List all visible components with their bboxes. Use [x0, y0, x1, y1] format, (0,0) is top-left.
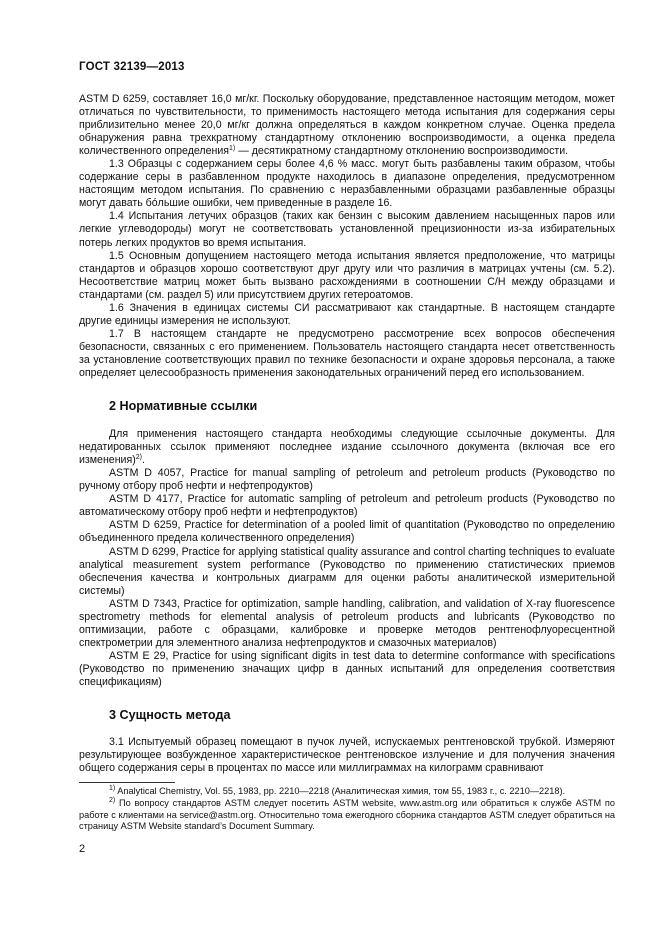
- document-body: [79, 93, 615, 775]
- document-header: ГОСТ 32139—2013: [79, 61, 185, 73]
- page-number: 2: [79, 843, 86, 855]
- footnote-1: [79, 786, 615, 798]
- footnote-ref[interactable]: 1): [229, 145, 236, 153]
- paragraph-1-2-continued: [79, 93, 615, 158]
- normative-references-intro: Для применения настоящего стандарта необходимы следующие ссылочные документы. Для недатированных ссылок применяют последнее издание ссылочного документа (включая все его изменения)$^{2)}$.: [79, 428, 615, 467]
- footnote-ref[interactable]: 2): [135, 454, 142, 462]
- reference-astm-d6299: ASTM D 6299, Practice for applying statistical quality assurance and control charting techniques to evaluate analytical measurement system performance (Руководство по применению статистических приемов обеспечения качества и контрольных диаграмм для оценки работы аналитической измерительной системы): [79, 545, 615, 597]
- footnotes: [79, 786, 615, 833]
- reference-astm-d4177: ASTM D 4177, Practice for automatic sampling of petroleum and petroleum products (Руководство по автоматическому отбору проб нефти и нефтепродуктов): [79, 493, 615, 519]
- paragraph-text: — десятикратному стандартному отклонению воспроизводимости.: [238, 145, 569, 158]
- footnote-text: Analytical Chemistry, Vol. 55, 1983, pp. 2210—2218 (Аналитическая химия, том 55, 1983 г., с. 2210—2218).: [117, 786, 566, 796]
- section-heading-method-essence: 3 Сущность метода: [109, 708, 231, 723]
- paragraph-1-5: 1.5 Основным допущением настоящего метода испытания является предположение, что матрицы стандартов и образцов хорошо соответствуют друг другу или что различия в матрицах учтены (см. 5.2). Несоответствие матриц может быть вызвано расхождениями в соотношении С/Н между образцами и стандартами (см. раздел 5) или присутствием других гетероатомов.: [79, 249, 615, 301]
- footnote-text: По вопросу стандартов ASTM следует посетить ASTM website, www.astm.org или обратиться к службе ASTM по работе с клиентами на service@astm.org. Относительно тома ежегодного сборника стандартов ASTM следует обратиться на страницу ASTM Website standard’s Document Summary.: [79, 797, 616, 832]
- footnote-divider: [79, 782, 175, 783]
- paragraph-1-6: 1.6 Значения в единицах системы СИ рассматривают как стандартные. В настоящем стандарте другие единицы измерения не используют.: [79, 301, 615, 327]
- reference-astm-d7343: ASTM D 7343, Practice for optimization, sample handling, calibration, and validation of X-ray fluorescence spectrometry methods for elemental analysis of petroleum products and lubricants (Руководство по оптимизации, работе с образцами, калибровке и проверке методов рентгенофлуоресцентной спектрометрии для элементного анализа нефтепродуктов и смазочных материалов): [79, 597, 615, 649]
- footnote-2: [79, 798, 615, 833]
- paragraph-1-4: 1.4 Испытания летучих образцов (таких как бензин с высоким давлением насыщенных паров или легкие углеводороды) могут не соответствовать установленной прецизионности из-за избирательных потерь легких продуктов во время испытания.: [79, 210, 615, 249]
- footnote-mark: 2): [109, 796, 116, 804]
- reference-astm-d6259: ASTM D 6259, Practice for determination of a pooled limit of quantitation (Руководство по определению объединенного предела количественного определения): [79, 519, 615, 545]
- footnote-mark: 1): [109, 785, 116, 792]
- paragraph-1-3: 1.3 Образцы с содержанием серы более 4,6 % масс. могут быть разбавлены таким образом, чтобы содержание серы в разбавленном продукте находилось в диапазоне определения, предусмотренном настоящим методом испытания. По сравнению с неразбавленными образцами разбавленные образцы могут давать бóльшие ошибки, чем приведенные в разделе 16.: [79, 158, 615, 210]
- reference-astm-e29: ASTM E 29, Practice for using significant digits in test data to determine conformance with specifications (Руководство по применению значащих цифр в данных испытаний для определения соответствия спецификациям): [79, 649, 615, 688]
- paragraph-1-7: 1.7 В настоящем стандарте не предусмотрено рассмотрение всех вопросов обеспечения безопасности, связанных с его применением. Пользователь настоящего стандарта несет ответственность за установление соответствующих правил по технике безопасности и охране здоровья персонала, а также определяет целесообразность применения законодательных ограничений перед его использованием.: [79, 327, 615, 379]
- section-heading-normative-references: 2 Нормативные ссылки: [109, 399, 258, 414]
- paragraph-text: ASTM D 6259, составляет 16,0 мг/кг. Поскольку оборудование, представленное настоящим методом, может отличаться по чувствительности, то применимость настоящего метода испытания для содержания серы приблизительно менее 20,0 мг/кг должна определяться в каждом конкретном случае. Оценка предела обнаружения равна трехкратному стандартному отклонению воспроизводимости, а оценка предела количественного определения: [79, 93, 615, 158]
- paragraph-3-1: 3.1 Испытуемый образец помещают в пучок лучей, испускаемых рентгеновской трубкой. Измеряют результирующее возбужденное характеристическое рентгеновское излучение и для получения значения общего содержания серы в процентах по массе или миллиграммах на килограмм сравнивают: [79, 736, 615, 775]
- reference-astm-d4057: ASTM D 4057, Practice for manual sampling of petroleum and petroleum products (Руководство по ручному отбору проб нефти и нефтепродуктов): [79, 467, 615, 493]
- paragraph-text: Для применения настоящего стандарта необходимы следующие ссылочные документы. Для недатированных ссылок применяют последнее издание ссылочного документа (включая все его изменения): [79, 428, 615, 467]
